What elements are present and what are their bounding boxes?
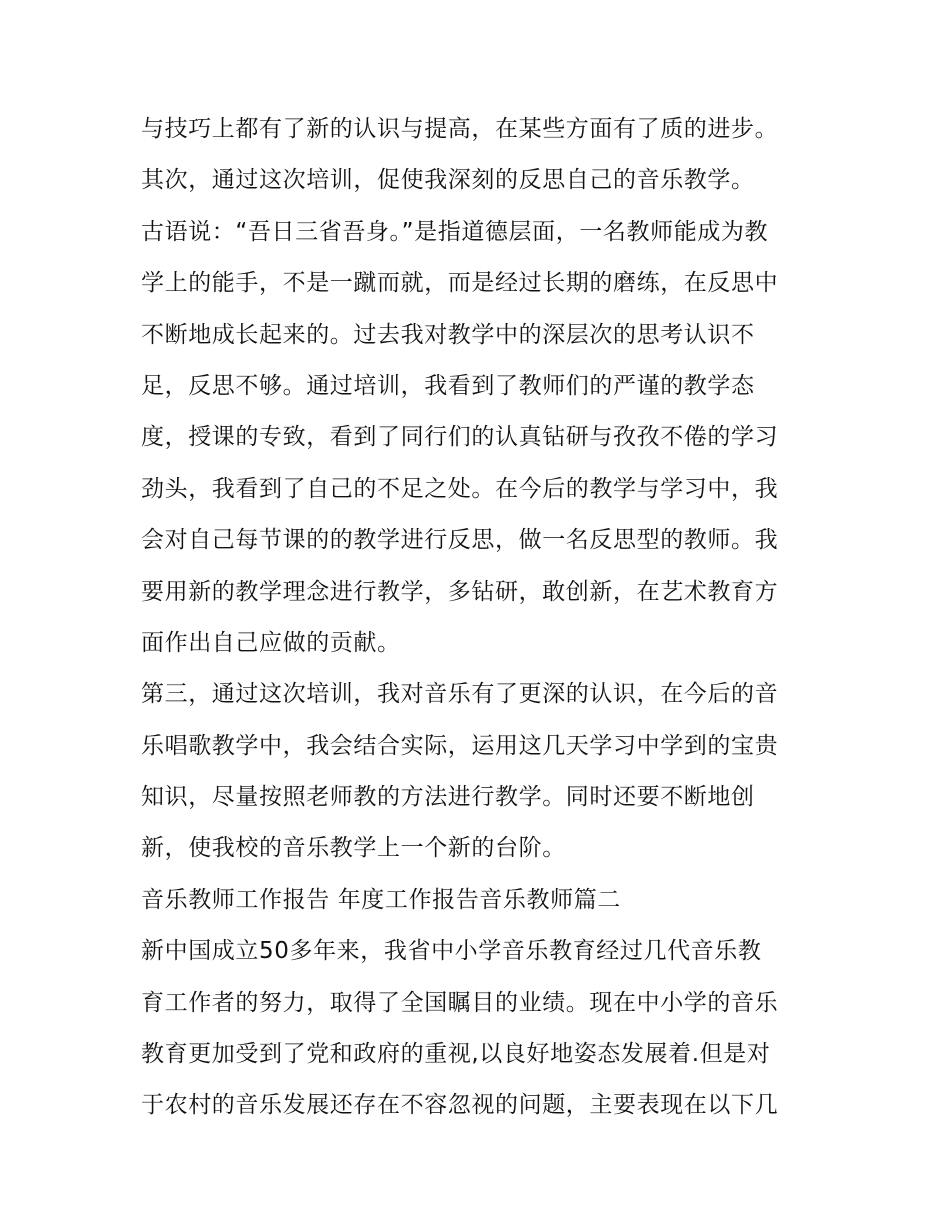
text-line: 第三，通过这次培训，我对音乐有了更深的认识，在今后的音: [141, 681, 779, 708]
section-heading: 音乐教师工作报告 年度工作报告音乐教师篇二: [141, 886, 621, 913]
text-line: 新，使我校的音乐教学上一个新的台阶。: [141, 835, 566, 862]
text-line: 于农村的音乐发展还存在不容忽视的问题，主要表现在以下几: [141, 1092, 779, 1119]
text-line: 要用新的教学理念进行教学，多钻研，敢创新，在艺术教育方: [141, 578, 779, 605]
text-line: 面作出自己应做的贡献。: [141, 629, 401, 656]
text-line: 度，授课的专致，看到了同行们的认真钻研与孜孜不倦的学习: [141, 424, 779, 451]
text-line: 劲头，我看到了自己的不足之处。在今后的教学与学习中，我: [141, 475, 779, 502]
text-line: 不断地成长起来的。过去我对教学中的深层次的思考认识不: [141, 321, 755, 348]
text-line: 乐唱歌教学中，我会结合实际，运用这几天学习中学到的宝贵: [141, 732, 779, 759]
text-line: 与技巧上都有了新的认识与提高，在某些方面有了质的进步。: [141, 116, 779, 142]
text-line: 知识，尽量按照老师教的方法进行教学。同时还要不断地创: [141, 784, 755, 811]
text-line: 其次，通过这次培训，促使我深刻的反思自己的音乐教学。: [141, 167, 755, 194]
text-line: 新中国成立50多年来，我省中小学音乐教育经过几代音乐教: [141, 938, 762, 965]
document-body: [141, 104, 821, 1132]
text-line: 学上的能手，不是一蹴而就，而是经过长期的磨练，在反思中: [141, 270, 779, 297]
text-line: 古语说：“吾日三省吾身。”是指道德层面，一名教师能成为教: [141, 218, 769, 245]
text-line: 教育更加受到了党和政府的重视,以良好地姿态发展着.但是对: [141, 1041, 771, 1068]
text-line: 足，反思不够。通过培训，我看到了教师们的严谨的教学态: [141, 372, 755, 399]
text-line: 育工作者的努力，取得了全国瞩目的业绩。现在中小学的音乐: [141, 989, 779, 1016]
text-line: 会对自己每节课的的教学进行反思，做一名反思型的教师。我: [141, 527, 779, 554]
